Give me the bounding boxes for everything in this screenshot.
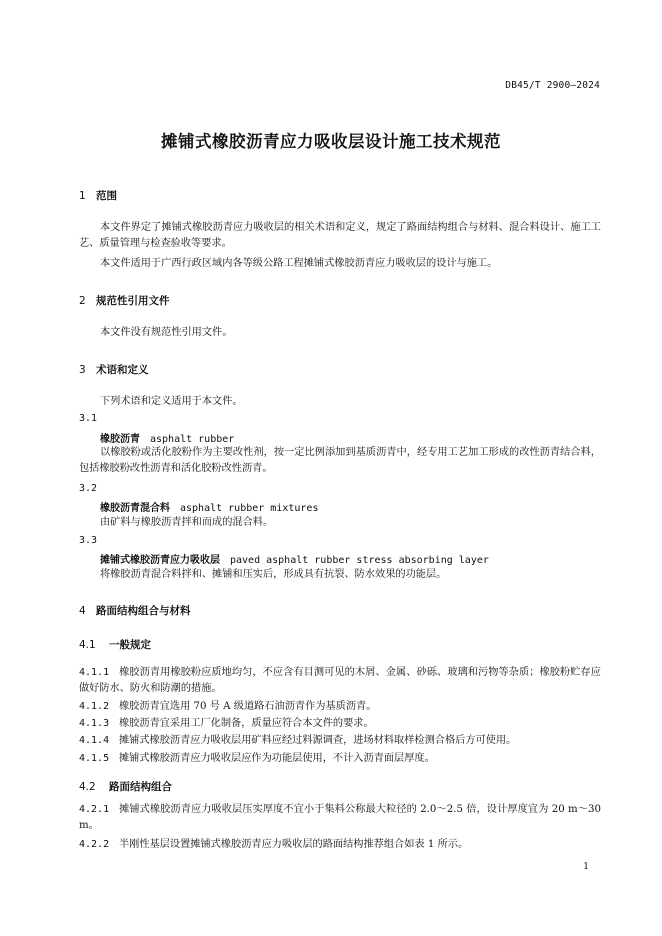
paragraph: 本文件没有规范性引用文件。 (100, 327, 233, 338)
subsection-4-1-heading (79, 637, 151, 652)
clause-4-2-1 (79, 802, 601, 834)
clause-4-1-2 (79, 699, 601, 715)
section-2-heading (79, 293, 170, 308)
clause-text: 摊铺式橡胶沥青应力吸收层压实厚度不宜小于集料公称最大粒径的 2.0～2.5 倍，设计厚度宜为 20 m～30 m。 (79, 804, 601, 831)
section-1-heading (79, 188, 117, 203)
paragraph: 本文件界定了摊铺式橡胶沥青应力吸收层的相关术语和定义，规定了路面结构组合与材料、混合料设计、施工工艺、质量管理与检查验收等要求。 (79, 222, 601, 249)
clause-text: 橡胶沥青宜采用工厂化制备，质量应符合本文件的要求。 (119, 718, 374, 729)
clause-text: 橡胶沥青用橡胶粉应质地均匀，不应含有目测可见的木屑、金属、砂砾、玻璃和污物等杂质；橡胶粉贮存应做好防水、防火和防潮的措施。 (79, 667, 601, 694)
term-zh: 摊铺式橡胶沥青应力吸收层 (100, 555, 220, 566)
clause-number: 4.2.2 (79, 839, 110, 850)
page-number: 1 (583, 862, 589, 872)
clause-4-1-4 (79, 733, 601, 749)
section-number: 3 (79, 364, 86, 376)
term-en: asphalt rubber (150, 434, 235, 445)
term-entry (100, 430, 234, 445)
term-definition: 将橡胶沥青混合料拌和、摊铺和压实后，形成具有抗裂、防水效果的功能层。 (100, 569, 447, 580)
section-title: 术语和定义 (96, 364, 149, 376)
clause-number: 4.1.5 (79, 753, 110, 764)
clause-number: 4.1.3 (79, 718, 110, 729)
paragraph: 下列术语和定义适用于本文件。 (100, 396, 243, 407)
section-4-heading (79, 603, 191, 618)
clause-number: 4.1.2 (79, 701, 110, 712)
term-number: 3.3 (79, 535, 98, 546)
clause-text: 橡胶沥青宜选用 70 号 A 级道路石油沥青作为基质沥青。 (119, 701, 377, 712)
term-definition: 由矿料与橡胶沥青拌和而成的混合料。 (100, 517, 274, 528)
clause-4-1-3 (79, 716, 601, 732)
subsection-number: 4.1 (79, 639, 96, 651)
section-3-heading (79, 362, 149, 377)
section-number: 1 (79, 190, 86, 202)
term-zh: 橡胶沥青混合料 (100, 503, 170, 514)
section-title: 路面结构组合与材料 (96, 605, 191, 617)
clause-4-1-1 (79, 665, 601, 697)
clause-4-1-5 (79, 751, 601, 767)
clause-number: 4.2.1 (79, 804, 110, 815)
document-title: 摊铺式橡胶沥青应力吸收层设计施工技术规范 (161, 132, 501, 151)
term-zh: 橡胶沥青 (100, 434, 140, 445)
term-entry (100, 499, 318, 514)
clause-4-2-2 (79, 837, 601, 853)
paragraph: 本文件适用于广西行政区域内各等级公路工程摊铺式橡胶沥青应力吸收层的设计与施工。 (100, 258, 498, 269)
subsection-4-2-heading (79, 779, 172, 794)
subsection-number: 4.2 (79, 781, 96, 793)
section-number: 4 (79, 605, 86, 617)
clause-text: 摊铺式橡胶沥青应力吸收层应作为功能层使用，不计入沥青面层厚度。 (119, 753, 435, 764)
clause-number: 4.1.1 (79, 667, 110, 678)
term-definition: 以橡胶粉或活化胶粉作为主要改性剂，按一定比例添加到基质沥青中，经专用工艺加工形成的改性沥青结合料，包括橡胶粉改性沥青和活化胶粉改性沥青。 (79, 447, 601, 474)
term-entry (100, 551, 489, 566)
section-number: 2 (79, 295, 86, 307)
standard-number: DB45/T 2900—2024 (505, 80, 600, 91)
term-en: paved asphalt rubber stress absorbing layer (230, 555, 489, 566)
subsection-title: 一般规定 (109, 639, 151, 651)
clause-text: 半刚性基层设置摊铺式橡胶沥青应力吸收层的路面结构推荐组合如表 1 所示。 (119, 839, 469, 850)
term-number: 3.2 (79, 483, 98, 494)
clause-number: 4.1.4 (79, 735, 110, 746)
section-title: 规范性引用文件 (96, 295, 170, 307)
subsection-title: 路面结构组合 (109, 781, 172, 793)
clause-text: 摊铺式橡胶沥青应力吸收层用矿料应经过料源调查，进场材料取样检测合格后方可使用。 (119, 735, 517, 746)
term-number: 3.1 (79, 413, 98, 424)
section-title: 范围 (96, 190, 117, 202)
term-en: asphalt rubber mixtures (180, 503, 319, 514)
